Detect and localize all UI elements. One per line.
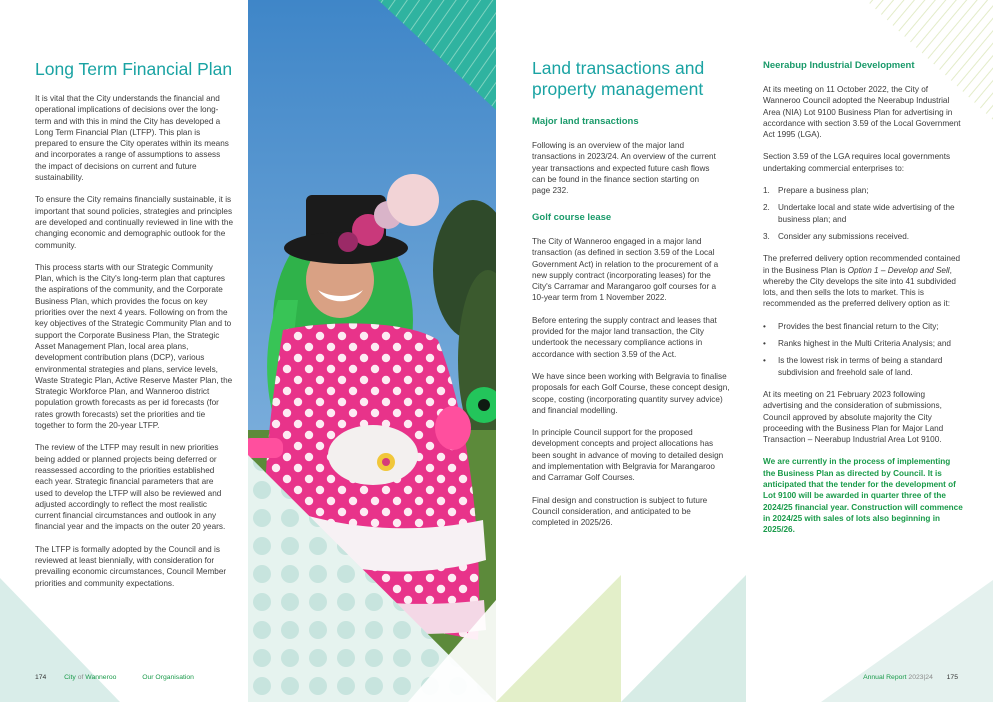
golf-course-heading: Golf course lease xyxy=(532,212,612,223)
paragraph: In principle Council support for the proposed development concepts and project allocations has been sought in advance of moving to detailed design and implementation with Belgravia for Marangaroo and Carramar Golf Courses. xyxy=(532,428,724,483)
neerabup-heading: Neerabup Industrial Development xyxy=(763,60,915,71)
left-footer xyxy=(35,674,194,681)
highlight-paragraph: We are currently in the process of implementing the Business Plan as directed by Council. It is anticipated that the tender for the development of Lot 9100 will be awarded in quarter three of the 2024/25 financial year. Construction will commence in 2024/25 with sales of lots also beginning in 2025/26. xyxy=(763,457,963,535)
report-year: 2023|24 xyxy=(908,674,933,681)
numbered-list xyxy=(763,185,963,242)
neerabup-text xyxy=(763,84,963,547)
paragraph: The City of Wanneroo engaged in a major land transaction (as defined in section 3.59 of the Local Government Act) in relation to the procurement of a new supply contract (incorporating leases) for the City's Carramar and Marangaroo golf courses for a 10-year term from 1 November 2022. xyxy=(532,237,719,303)
paragraph: This process starts with our Strategic Community Plan, which is the City's long-term plan that captures the aspirations of the community, and the Corporate Business Plan, which provides the focus on key priorities over the next 4 years. Following on from the key objectives of the Strategic Community Plan and to support the Corporate Business Plan, the Strategic Asset Management Plan, local area plans, development contribution plans (DCP), various environmental strategies and plans, service levels, Waste Strategic Plan, Active Reserve Master Plan, the Strategic Workforce Plan, and Wanneroo district population growth forecasts as per id forecasts (for rates growth forecasts) set the priorities and tie together to form the 20-year LTFP. xyxy=(35,262,233,431)
paragraph: At its meeting on 11 October 2022, the City of Wanneroo Council adopted the Neerabup Industrial Area (NIA) Lot 9100 Business Plan for advertising in accordance with section 3.59 of the Local Government Act 1995 (LGA). xyxy=(763,85,961,140)
section-name: Our Organisation xyxy=(142,674,194,681)
page-title: Long Term Financial Plan xyxy=(35,59,233,79)
paragraph: Before entering the supply contract and leases that provided for the major land transaction, the City undertook the necessary compliance actions in accordance with section 3.59 of the Act. xyxy=(532,315,717,359)
list-item: 3. Consider any submissions received. xyxy=(763,231,910,241)
paragraph: At its meeting on 21 February 2023 following advertising and the consideration of submissions, Council approved by absolute majority the City proceeding with the Business Plan for Major Land Transaction – Neerabup Industrial Area Lot 9100. xyxy=(763,389,944,445)
list-item: 2. Undertake local and state wide advertising of the business plan; and xyxy=(763,203,955,224)
list-item: • Provides the best financial return to the City; xyxy=(763,321,939,331)
paragraph: The LTFP is formally adopted by the Council and is reviewed at least biennially, with consideration for prevailing economic circumstances, Council Member priorities and community expectations. xyxy=(35,544,227,588)
major-land-heading: Major land transactions xyxy=(532,116,639,127)
section-title: Land transactions and property management xyxy=(532,58,705,99)
paragraph: Section 3.59 of the LGA requires local governments undertaking commercial enterprises to: xyxy=(763,152,951,173)
city-wordmark: City of Wanneroo xyxy=(64,674,117,681)
major-land-text xyxy=(532,140,717,207)
paragraph: The preferred delivery option recommended contained in the Business Plan is Option 1 – Develop and Sell, whereby the City develops the site into 41 subdivided lots, and then sells the lots to market. This is recommended as the preferred delivery option as it: xyxy=(763,254,961,309)
left-page xyxy=(0,0,248,702)
paragraph: Final design and construction is subject to future Council consideration, and anticipated to be completed in 2025/26. xyxy=(532,495,708,528)
right-footer xyxy=(863,674,958,681)
paragraph: It is vital that the City understands the financial and operational implications of decisions over the long-term and with this in mind the City has developed a Long Term Financial Plan (LTFP). This plan is prepared to ensure the City operates within its means and incorporates a range of assumptions to assess the impact of decisions on current and future sustainability. xyxy=(35,94,229,183)
paragraph: The review of the LTFP may result in new priorities being added or planned projects being deferred or reassessed according to the priorities established each year. Strategic financial parameters that are used to develop the LTFP will also be reviewed and adjusted accordingly to reflect the most realistic current financial circumstances and outlook in any financial year and the impacts on the outer 20 years. xyxy=(35,443,226,532)
paragraph: We have since been working with Belgravia to finalise proposals for each Golf Course, these concept design, scope, costing (incorporating quantity survey advice) and financial modelling. xyxy=(532,371,730,415)
page-number: 175 xyxy=(946,674,958,681)
list-item: 1. Prepare a business plan; xyxy=(763,186,869,196)
ltfp-body xyxy=(35,93,233,600)
golf-course-text xyxy=(532,236,730,540)
list-item: • Is the lowest risk in terms of being a standard subdivision and freehold sale of land. xyxy=(763,356,943,377)
paragraph: To ensure the City remains financially sustainable, it is important that sound policies, strategies and principles are developed and continually reviewed in line with the changing economic and demographic outlook for the community. xyxy=(35,195,233,250)
paragraph: Following is an overview of the major land transactions in 2023/24. An overview of the current year transactions and expected future cash flows can be found in the finance section starting on page 232. xyxy=(532,141,716,196)
photo-panel xyxy=(248,0,496,702)
list-item: • Ranks highest in the Multi Criteria Analysis; and xyxy=(763,339,951,349)
bullet-list xyxy=(763,321,963,378)
page-number: 174 xyxy=(35,674,47,681)
performer-photo xyxy=(248,0,496,702)
right-page xyxy=(496,0,993,702)
report-name: Annual Report xyxy=(863,674,909,681)
